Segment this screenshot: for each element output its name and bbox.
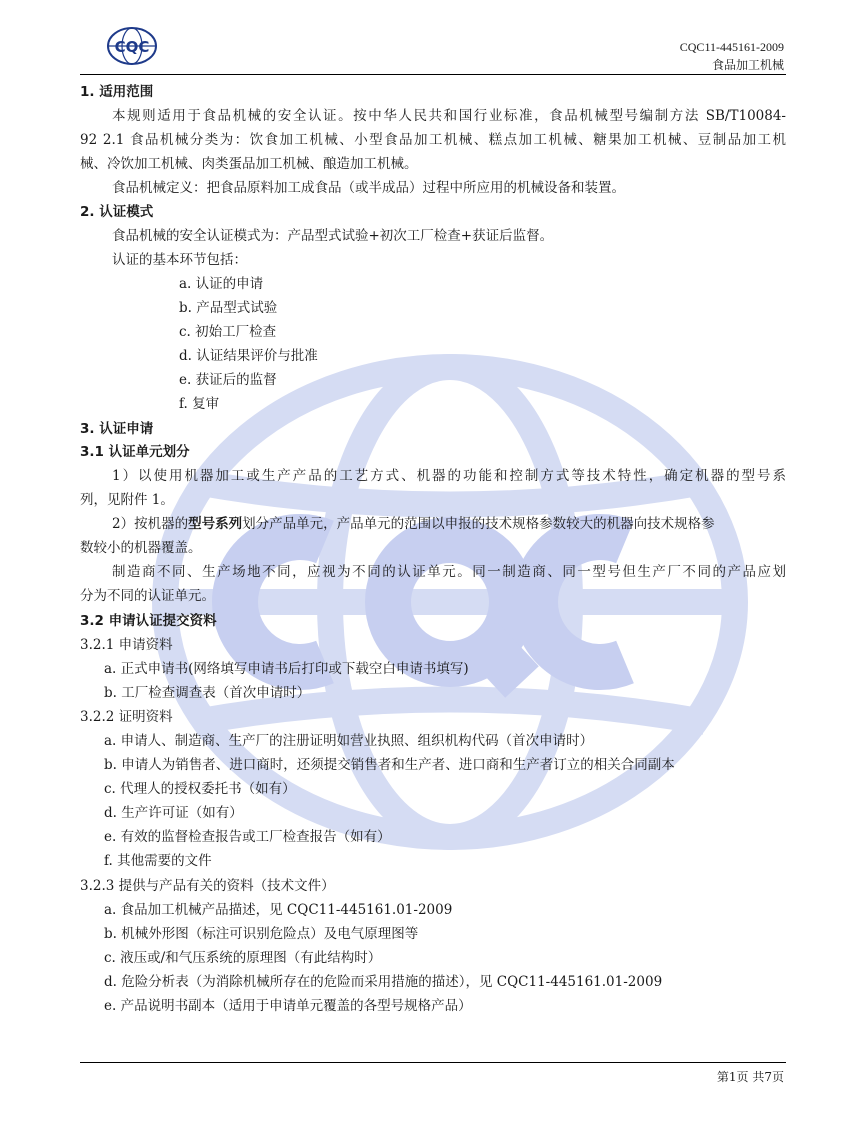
list-item: c. 代理人的授权委托书（如有） (104, 781, 296, 797)
section-1-title: 1. 适用范围 (80, 84, 154, 100)
s31-p2-emphasis: 型号系列 (188, 516, 243, 532)
list-item: a. 申请人、制造商、生产厂的注册证明如营业执照、组织机构代码（首次申请时） (104, 733, 594, 749)
list-item: a. 认证的申请 (179, 276, 264, 292)
list-item: d. 危险分析表（为消除机械所存在的危险而采用措施的描述），见 CQC11-445161.01-2009 (104, 974, 663, 990)
list-item: b. 产品型式试验 (179, 300, 278, 316)
section-3-title: 3. 认证申请 (80, 421, 154, 437)
list-item: e. 有效的监督检查报告或工厂检查报告（如有） (104, 829, 391, 845)
s31-p2-post: 划分产品单元，产品单元的范围以申报的技术规格参数较大的机器向技术规格参 (242, 516, 715, 532)
section-3-2-title: 3.2 申请认证提交资料 (80, 613, 217, 629)
footer-divider (80, 1062, 786, 1063)
section-3-2-3-title: 3.2.3 提供与产品有关的资料（技术文件） (80, 878, 335, 894)
list-item: d. 生产许可证（如有） (104, 805, 243, 821)
s31-paragraph-3-line-1: 制造商不同、生产场地不同，应视为不同的认证单元。同一制造商、同一型号但生产厂不同的产品应划 (112, 564, 786, 580)
list-item: f. 复审 (179, 396, 220, 412)
s1-paragraph-1-line-3: 械、冷饮加工机械、肉类蛋品加工机械、酿造加工机械。 (80, 156, 418, 172)
s31-paragraph-2-line-2: 数较小的机器覆盖。 (80, 540, 202, 556)
list-item: b. 机械外形图（标注可识别危险点）及电气原理图等 (104, 926, 419, 942)
cqc-logo (106, 26, 158, 66)
list-item: a. 正式申请书(网络填写申请书后打印或下载空白申请书填写) (104, 661, 469, 677)
section-3-2-1-title: 3.2.1 申请资料 (80, 637, 173, 653)
doc-code: CQC11-445161-2009 (679, 40, 784, 54)
logo-text: CQC (114, 38, 150, 56)
section-3-2-2-title: 3.2.2 证明资料 (80, 709, 173, 725)
list-item: f. 其他需要的文件 (104, 853, 212, 869)
list-item: e. 产品说明书副本（适用于申请单元覆盖的各型号规格产品） (104, 998, 472, 1014)
page-number: 第1页 共7页 (716, 1070, 784, 1084)
s1-paragraph-2: 食品机械定义：把食品原料加工成食品（或半成品）过程中所应用的机械设备和装置。 (112, 180, 625, 196)
s1-paragraph-1-line-2: 92 2.1 食品机械分类为：饮食加工机械、小型食品加工机械、糕点加工机械、糖果加工机械、豆制品加工机 (80, 132, 786, 148)
list-item: b. 申请人为销售者、进口商时，还须提交销售者和生产者、进口商和生产者订立的相关合同副本 (104, 757, 675, 773)
list-item: d. 认证结果评价与批准 (179, 348, 318, 364)
section-3-1-title: 3.1 认证单元划分 (80, 444, 190, 460)
s31-paragraph-1-line-2: 列，见附件 1。 (80, 492, 174, 508)
s31-paragraph-1-line-1: 1）以使用机器加工或生产产品的工艺方式、机器的功能和控制方式等技术特性，确定机器的型号系 (112, 468, 786, 484)
s2-paragraph-1: 食品机械的安全认证模式为：产品型式试验+初次工厂检查+获证后监督。 (112, 228, 554, 244)
list-item: c. 初始工厂检查 (179, 324, 277, 340)
s2-paragraph-2: 认证的基本环节包括： (112, 252, 247, 268)
s31-p2-pre: 2）按机器的 (112, 516, 189, 532)
list-item: b. 工厂检查调查表（首次申请时） (104, 685, 311, 701)
s31-paragraph-3-line-2: 分为不同的认证单元。 (80, 588, 215, 604)
list-item: e. 获证后的监督 (179, 372, 277, 388)
section-2-title: 2. 认证模式 (80, 204, 154, 220)
header-divider (80, 74, 786, 75)
cqc-watermark (150, 352, 750, 852)
s1-paragraph-1-line-1: 本规则适用于食品机械的安全认证。按中华人民共和国行业标准，食品机械型号编制方法 SB/T10084- (112, 108, 786, 124)
s31-paragraph-2-line-1 (112, 514, 715, 534)
list-item: c. 液压或/和气压系统的原理图（有此结构时） (104, 950, 382, 966)
list-item: a. 食品加工机械产品描述，见 CQC11-445161.01-2009 (104, 902, 453, 918)
doc-title: 食品加工机械 (711, 58, 784, 72)
